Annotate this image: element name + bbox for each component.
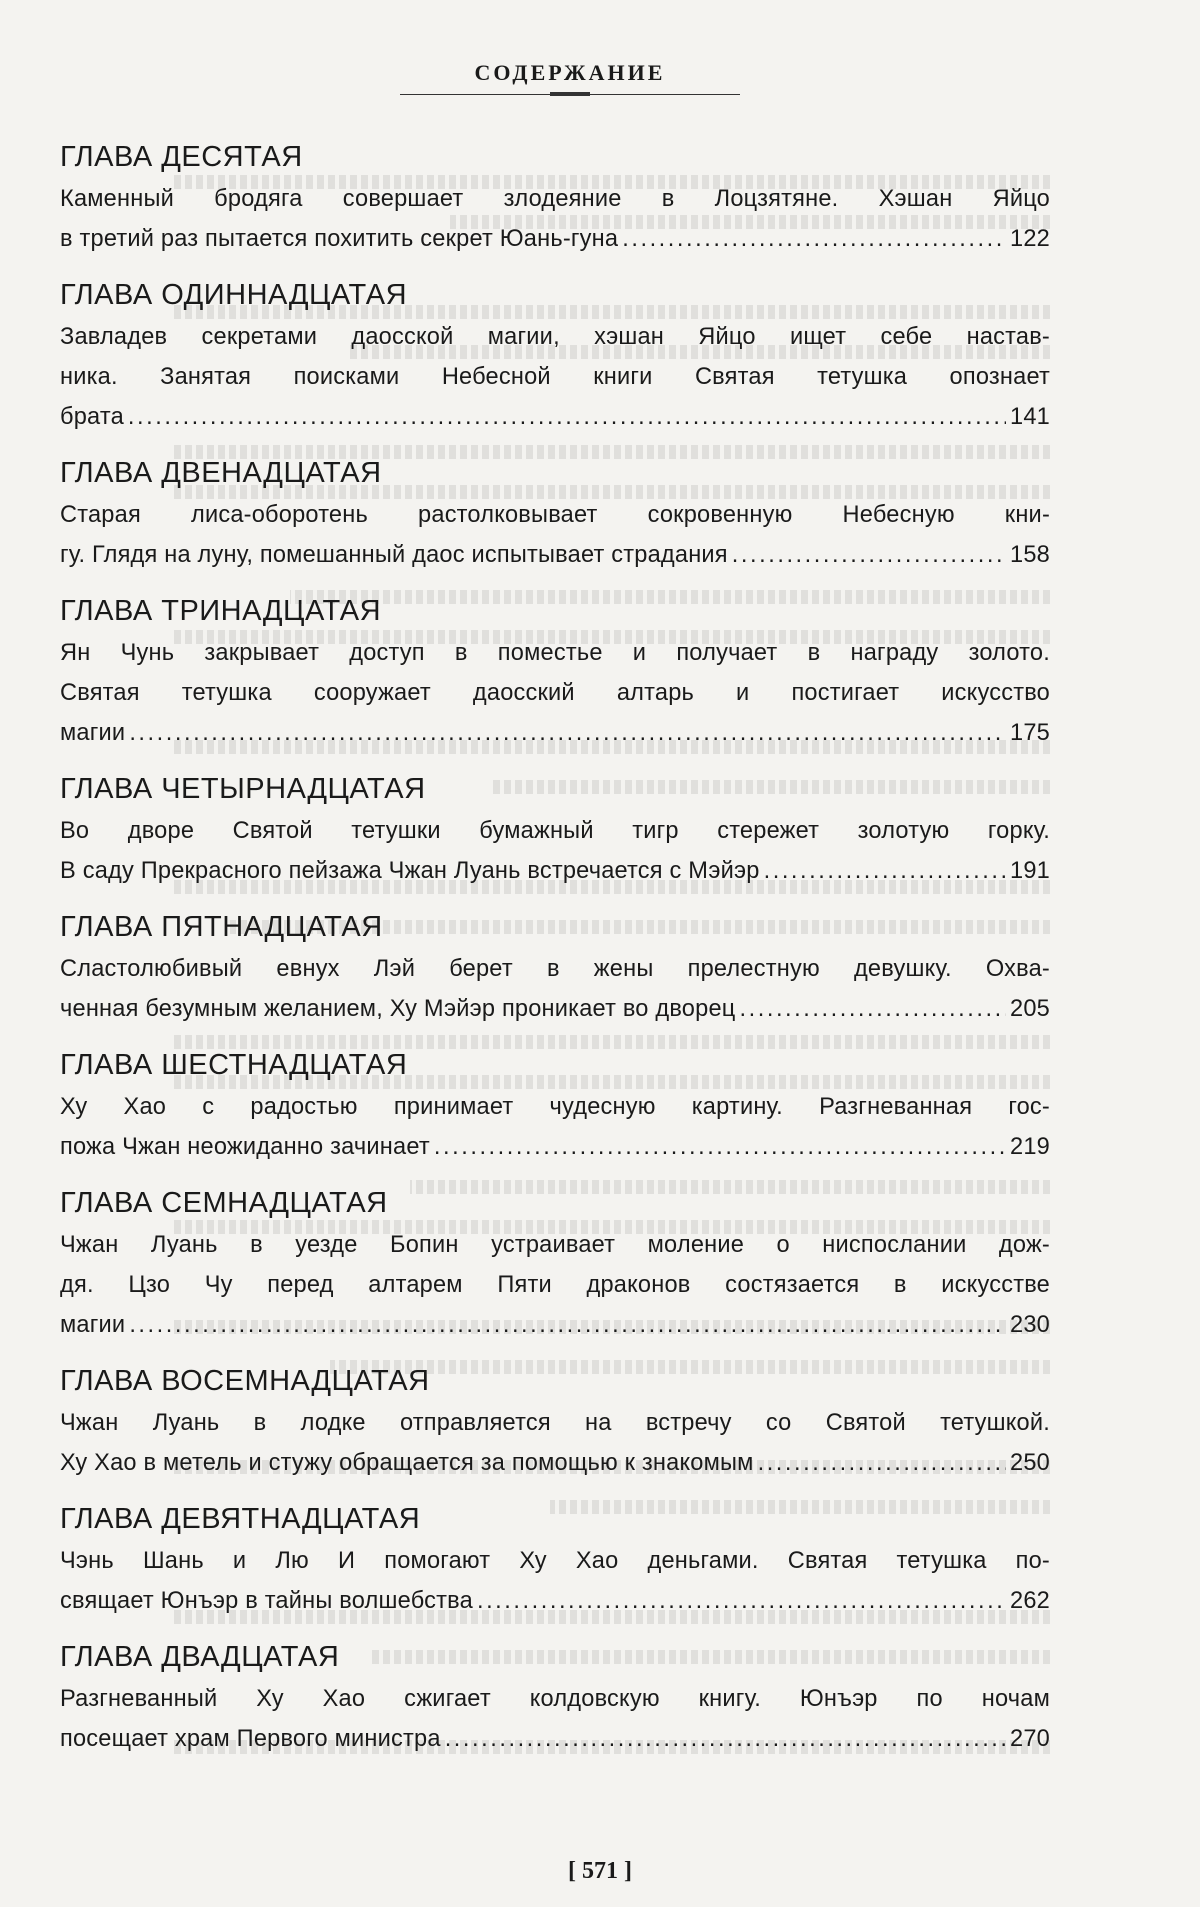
description-line: Ян Чунь закрывает доступ в поместье и получает в награду золото. (60, 640, 1050, 666)
dot-leader (758, 1443, 1006, 1483)
chapter-title[interactable]: ГЛАВА ДЕСЯТАЯ (60, 141, 303, 173)
dot-leader (732, 535, 1006, 575)
description-line: дя. Цзо Чу перед алтарем Пяти драконов состязается в искусстве (60, 1272, 1050, 1298)
chapter-description (60, 317, 1050, 437)
description-line: в третий раз пытается похитить секрет Юань-гуна (60, 226, 619, 252)
chapter-page-number[interactable]: 141 (1010, 404, 1050, 430)
description-last-line (60, 1719, 1050, 1759)
chapter-title[interactable]: ГЛАВА ЧЕТЫРНАДЦАТАЯ (60, 773, 426, 805)
description-line: Святая тетушка сооружает даосский алтарь и постигает искусство (60, 680, 1050, 706)
chapter-title[interactable]: ГЛАВА ОДИННАДЦАТАЯ (60, 279, 408, 311)
header-rule (400, 94, 740, 95)
description-line: Сластолюбивый евнух Лэй берет в жены прелестную девушку. Охва- (60, 956, 1050, 982)
description-line: Старая лиса-оборотень растолковывает сокровенную Небесную кни- (60, 502, 1050, 528)
chapter-description (60, 1403, 1050, 1483)
description-last-line (60, 1581, 1050, 1621)
chapter-description (60, 1679, 1050, 1759)
page-number: [ 571 ] (568, 1858, 632, 1884)
toc-entry[interactable] (60, 1047, 1050, 1167)
toc-entry[interactable] (60, 455, 1050, 575)
chapter-page-number[interactable]: 122 (1010, 226, 1050, 252)
description-line: Чжан Луань в лодке отправляется на встречу со Святой тетушкой. (60, 1410, 1050, 1436)
chapter-description (60, 633, 1050, 753)
description-line: брата (60, 404, 124, 430)
description-line: Во дворе Святой тетушки бумажный тигр стережет золотую горку. (60, 818, 1050, 844)
dot-leader (477, 1581, 1006, 1621)
description-line: В саду Прекрасного пейзажа Чжан Луань встречается с Мэйэр (60, 858, 760, 884)
toc-page (60, 60, 1050, 1777)
page-title: СОДЕРЖАНИЕ (474, 60, 666, 85)
table-of-contents (60, 139, 1050, 1759)
description-last-line (60, 1305, 1050, 1345)
dot-leader (740, 989, 1007, 1029)
description-line: ченная безумным желанием, Ху Мэйэр проникает во дворец (60, 996, 736, 1022)
chapter-page-number[interactable]: 270 (1010, 1726, 1050, 1752)
chapter-page-number[interactable]: 262 (1010, 1588, 1050, 1614)
description-last-line (60, 397, 1050, 437)
description-line: Чжан Луань в уезде Бопин устраивает моление о ниспослании дож- (60, 1232, 1050, 1258)
chapter-title[interactable]: ГЛАВА ШЕСТНАДЦАТАЯ (60, 1049, 408, 1081)
description-line: Ху Хао в метель и стужу обращается за помощью к знакомым (60, 1450, 754, 1476)
chapter-page-number[interactable]: 250 (1010, 1450, 1050, 1476)
description-last-line (60, 851, 1050, 891)
description-line: Завладев секретами даосской магии, хэшан Яйцо ищет себе настав- (60, 324, 1050, 350)
chapter-page-number[interactable]: 230 (1010, 1312, 1050, 1338)
chapter-description (60, 811, 1050, 891)
description-line: магии (60, 1312, 126, 1338)
description-last-line (60, 1443, 1050, 1483)
chapter-page-number[interactable]: 191 (1010, 858, 1050, 884)
page-header (400, 60, 740, 95)
dot-leader (434, 1127, 1006, 1167)
toc-entry[interactable] (60, 1363, 1050, 1483)
toc-entry[interactable] (60, 277, 1050, 437)
dot-leader (129, 1305, 1006, 1345)
description-last-line (60, 713, 1050, 753)
description-line: гу. Глядя на луну, помешанный даос испытывает страдания (60, 542, 728, 568)
description-line: пожа Чжан неожиданно зачинает (60, 1134, 430, 1160)
description-line: посещает храм Первого министра (60, 1726, 441, 1752)
chapter-description (60, 1541, 1050, 1621)
chapter-description (60, 1087, 1050, 1167)
description-line: ника. Занятая поисками Небесной книги Святая тетушка опознает (60, 364, 1050, 390)
chapter-page-number[interactable]: 205 (1010, 996, 1050, 1022)
toc-entry[interactable] (60, 771, 1050, 891)
chapter-page-number[interactable]: 175 (1010, 720, 1050, 746)
chapter-description (60, 949, 1050, 1029)
chapter-description (60, 179, 1050, 259)
dot-leader (445, 1719, 1006, 1759)
description-line: Чэнь Шань и Лю И помогают Ху Хао деньгами. Святая тетушка по- (60, 1548, 1050, 1574)
chapter-title[interactable]: ГЛАВА ПЯТНАДЦАТАЯ (60, 911, 383, 943)
description-line: свящает Юнъэр в тайны волшебства (60, 1588, 473, 1614)
description-line: магии (60, 720, 126, 746)
description-last-line (60, 989, 1050, 1029)
toc-entry[interactable] (60, 1185, 1050, 1345)
description-line: Ху Хао с радостью принимает чудесную картину. Разгневанная гос- (60, 1094, 1050, 1120)
chapter-description (60, 1225, 1050, 1345)
description-line: Разгневанный Ху Хао сжигает колдовскую книгу. Юнъэр по ночам (60, 1686, 1050, 1712)
dot-leader (622, 219, 1006, 259)
description-last-line (60, 219, 1050, 259)
chapter-page-number[interactable]: 158 (1010, 542, 1050, 568)
toc-entry[interactable] (60, 139, 1050, 259)
chapter-title[interactable]: ГЛАВА ВОСЕМНАДЦАТАЯ (60, 1365, 430, 1397)
toc-entry[interactable] (60, 1501, 1050, 1621)
chapter-title[interactable]: ГЛАВА СЕМНАДЦАТАЯ (60, 1187, 388, 1219)
dot-leader (764, 851, 1006, 891)
description-last-line (60, 535, 1050, 575)
toc-entry[interactable] (60, 1639, 1050, 1759)
chapter-title[interactable]: ГЛАВА ТРИНАДЦАТАЯ (60, 595, 382, 627)
dot-leader (128, 397, 1006, 437)
chapter-title[interactable]: ГЛАВА ДВАДЦАТАЯ (60, 1641, 340, 1673)
toc-entry[interactable] (60, 593, 1050, 753)
description-line: Каменный бродяга совершает злодеяние в Лоцзятяне. Хэшан Яйцо (60, 186, 1050, 212)
dot-leader (129, 713, 1006, 753)
description-last-line (60, 1127, 1050, 1167)
chapter-title[interactable]: ГЛАВА ДЕВЯТНАДЦАТАЯ (60, 1503, 421, 1535)
chapter-page-number[interactable]: 219 (1010, 1134, 1050, 1160)
chapter-description (60, 495, 1050, 575)
toc-entry[interactable] (60, 909, 1050, 1029)
chapter-title[interactable]: ГЛАВА ДВЕНАДЦАТАЯ (60, 457, 382, 489)
